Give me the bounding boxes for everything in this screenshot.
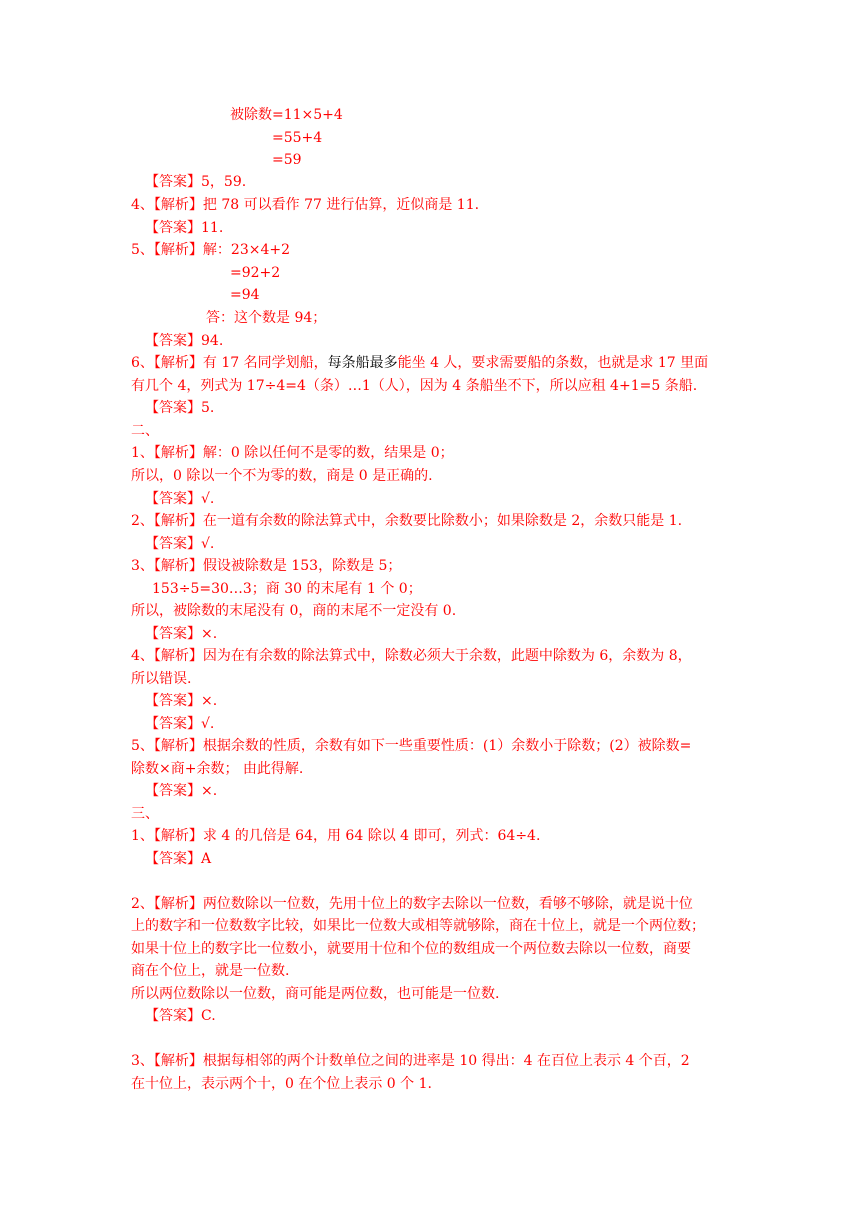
answer-line: 【答案】94.: [145, 333, 224, 349]
answer-line: 【答案】√.: [145, 536, 215, 552]
analysis-line: 1、【解析】求 4 的几倍是 64，用 64 除以 4 即可，列式：64÷4.: [131, 828, 541, 844]
text-line: =55+4: [272, 130, 323, 146]
text-segment-black: 每条船最多: [327, 355, 398, 371]
text-line: 153÷5=30…3；商 30 的末尾有 1 个 0；: [152, 581, 422, 597]
analysis-line: 2、【解析】在一道有余数的除法算式中，余数要比除数小；如果除数是 2，余数只能是 1.: [131, 513, 683, 529]
answer-line: 【答案】C.: [145, 1008, 216, 1024]
answer-line: 【答案】5.: [145, 400, 215, 416]
text-line: =59: [272, 152, 302, 168]
text-line: 所以两位数除以一位数，商可能是两位数，也可能是一位数.: [131, 986, 500, 1002]
answer-line: 【答案】√.: [145, 491, 215, 507]
text-line: 在十位上，表示两个十，0 在个位上表示 0 个 1.: [131, 1076, 432, 1092]
analysis-line: 5、【解析】解：23×4+2: [131, 242, 290, 258]
analysis-line: 5、【解析】根据余数的性质，余数有如下一些重要性质：(1）余数小于除数；(2）被除数=: [131, 738, 692, 754]
text-line: =92+2: [230, 265, 281, 281]
answer-line: 【答案】×.: [145, 626, 218, 642]
analysis-line: 2、【解析】两位数除以一位数，先用十位上的数字去除以一位数，看够不够除，就是说十位: [131, 896, 693, 912]
text-line: 上的数字和一位数数字比较，如果比一位数大或相等就够除，商在十位上，就是一个两位数；: [131, 918, 705, 934]
text-line: 所以，0 除以一个不为零的数，商是 0 是正确的.: [131, 468, 433, 484]
analysis-line: 4、【解析】把 78 可以看作 77 进行估算，近似商是 11.: [131, 197, 480, 213]
text-line: 所以错误.: [131, 671, 192, 687]
text-segment: 6、【解析】有 17 名同学划船，: [131, 355, 328, 371]
text-line: 答：这个数是 94；: [206, 310, 327, 326]
analysis-line: [131, 353, 708, 373]
answer-line: 【答案】5，59.: [145, 174, 247, 190]
analysis-line: 1、【解析】解：0 除以任何不是零的数，结果是 0；: [131, 445, 454, 461]
text-line: 有几个 4，列式为 17÷4=4（条）…1（人），因为 4 条船坐不下，所以应租 4+1=5 条船.: [131, 378, 698, 394]
text-segment: 能坐 4 人，要求需要船的条数，也就是求 17 里面: [397, 355, 709, 371]
text-line: =94: [230, 287, 260, 303]
answer-line: 【答案】√.: [145, 716, 215, 732]
text-line: 除数×商+余数； 由此得解.: [131, 761, 304, 777]
text-line: 所以，被除数的末尾没有 0，商的末尾不一定没有 0.: [131, 603, 457, 619]
answer-line: 【答案】11.: [145, 220, 224, 236]
answer-line: 【答案】A: [145, 851, 212, 867]
section-heading: 二、: [131, 423, 159, 439]
section-heading: 三、: [131, 806, 159, 822]
text-line: 如果十位上的数字比一位数小，就要用十位和个位的数组成一个两位数去除以一位数，商要: [131, 941, 691, 957]
text-line: 被除数=11×5+4: [230, 107, 343, 123]
analysis-line: 3、【解析】根据每相邻的两个计数单位之间的进率是 10 得出：4 在百位上表示 4 个百，2: [131, 1053, 690, 1069]
analysis-line: 3、【解析】假设被除数是 153，除数是 5；: [131, 558, 402, 574]
answer-line: 【答案】×.: [145, 783, 218, 799]
analysis-line: 4、【解析】因为在有余数的除法算式中，除数必须大于余数，此题中除数为 6，余数为 8，: [131, 648, 692, 664]
text-line: 商在个位上，就是一位数.: [131, 963, 290, 979]
answer-line: 【答案】×.: [145, 693, 218, 709]
